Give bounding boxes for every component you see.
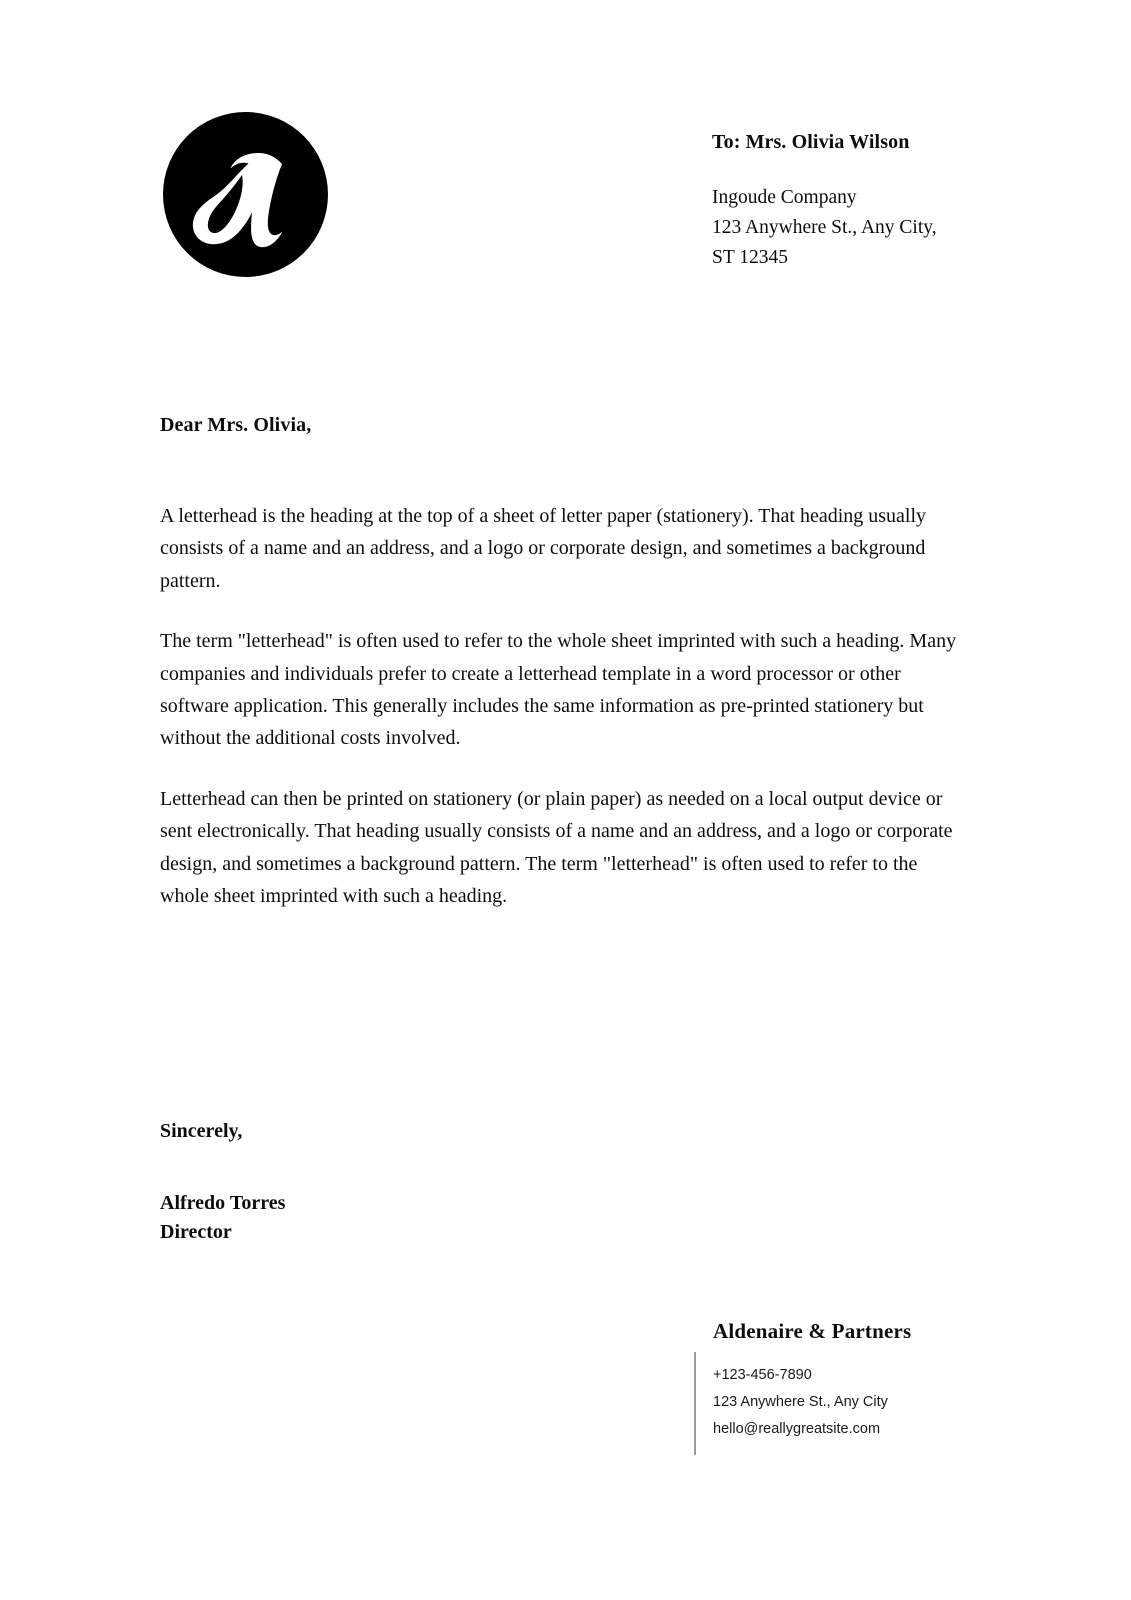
letter-header [0, 112, 1131, 292]
recipient-address-line-2: 123 Anywhere St., Any City, [712, 217, 937, 238]
letter-paragraph: A letterhead is the heading at the top of a sheet of letter paper (stationery). That heading usually consists of a name and an address, and a logo or corporate design, and sometimes a background pattern. [160, 505, 927, 592]
recipient-address [712, 183, 1112, 273]
letter-a-circle-logo-icon [163, 112, 328, 277]
salutation: Dear Mrs. Olivia, [160, 414, 312, 436]
recipient-address-line-1: Ingoude Company [712, 187, 857, 208]
footer-address: 123 Anywhere St., Any City [713, 1394, 888, 1411]
letter-paragraph: The term "letterhead" is often used to refer to the whole sheet imprinted with such a heading. Many companies and individuals prefer to create a letterhead template in a word processor or other software application. This generally includes the same information as pre-printed stationery but without the additional costs involved. [160, 630, 957, 750]
company-logo [163, 112, 328, 277]
footer-vertical-divider [694, 1352, 696, 1455]
recipient-name: To: Mrs. Olivia Wilson [712, 131, 910, 153]
letter-footer [694, 1318, 1094, 1443]
signer-name: Alfredo Torres [160, 1192, 286, 1214]
letter-paragraph: Letterhead can then be printed on stationery (or plain paper) as needed on a local output device or sent electronically. That heading usually consists of a name and an address, and a logo or corporate design, and sometimes a background pattern. The term "letterhead" is often used to refer to the whole sheet imprinted with such a heading. [160, 787, 953, 908]
recipient-block [712, 129, 1112, 273]
letter-body [160, 412, 960, 912]
recipient-address-line-3: ST 12345 [712, 247, 789, 268]
signature-block [160, 1118, 560, 1247]
footer-phone[interactable]: +123-456-7890 [713, 1367, 812, 1384]
footer-company-name: Aldenaire & Partners [713, 1319, 912, 1343]
signer-title: Director [160, 1221, 232, 1243]
footer-email[interactable]: hello@reallygreatsite.com [713, 1421, 881, 1438]
sign-off: Sincerely, [160, 1120, 243, 1142]
footer-contacts [713, 1362, 1094, 1443]
